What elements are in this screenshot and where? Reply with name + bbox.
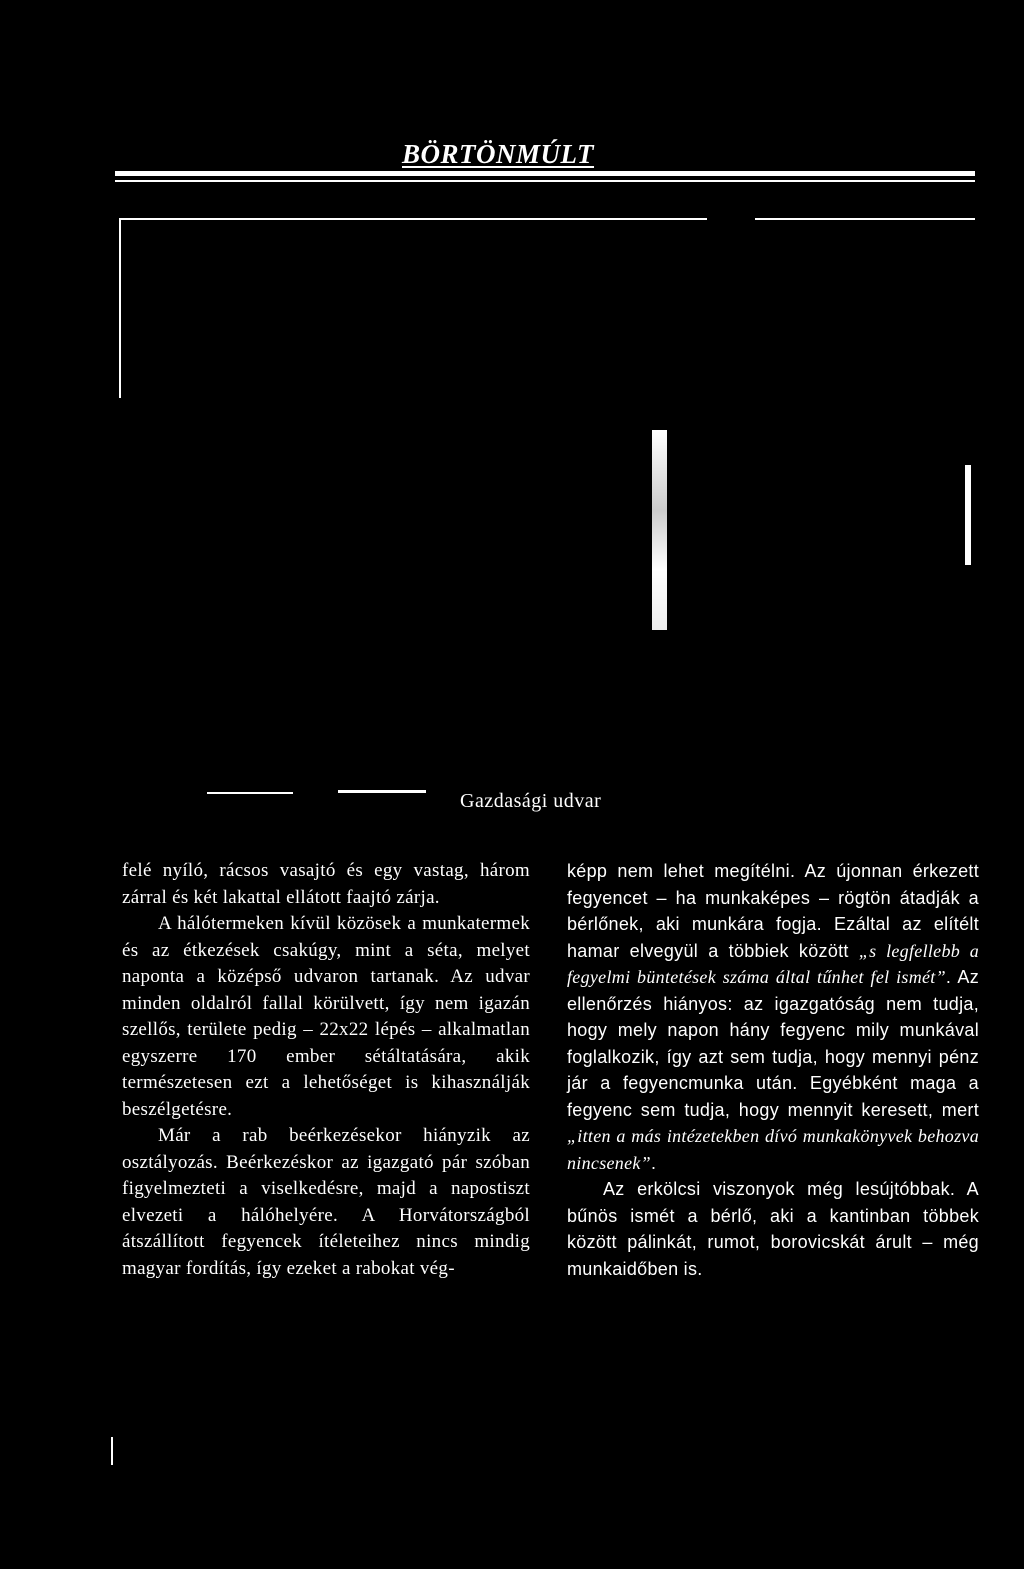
photo-artifact-bar xyxy=(652,430,667,630)
text-column-left xyxy=(122,858,530,1282)
figure-caption: Gazdasági udvar xyxy=(460,790,602,812)
quotation: „s legfellebb a fegyelmi büntetések száma által tűnhet fel ismét” xyxy=(567,940,979,987)
page-header-title: BÖRTÖNMÚLT xyxy=(402,139,595,169)
header-rule-thick xyxy=(115,171,975,176)
caption-divider-left xyxy=(207,792,293,794)
margin-mark xyxy=(111,1437,113,1465)
paragraph: Már a rab beérkezésekor hiányzik az osztályozás. Beérkezéskor az igazgató pár szóban figyelmezteti a viselkedésre, majd a napostiszt elvezeti a hálóhelyére. A Horvátországból átszállított fegyencek ítéleteihez nincs mindig magyar fordítás, így ezeket a rabokat vég- xyxy=(122,1125,530,1279)
paragraph: Az erkölcsi viszonyok még lesújtóbbak. A bűnös ismét a bérlő, aki a kantinban többek között pálinkát, rumot, borovicskát árult – még munkaidőben is. xyxy=(567,1179,979,1279)
text-run: képp nem lehet megítélni. Az újonnan érkezett fegyencet – ha munkaképes – rögtön átadják a bérlőnek, aki munkára fogja. Ezáltal az elítélt hamar elvegyül a többiek között xyxy=(567,861,979,961)
paragraph xyxy=(567,858,979,1176)
caption-divider-right xyxy=(338,790,426,793)
photo-artifact-thin-bar xyxy=(965,465,971,565)
quotation: „itten a más intézetekben dívó munkakönyvek behozva nincsenek” xyxy=(567,1126,979,1173)
photo-frame-left xyxy=(119,218,121,398)
photo-frame-top-right xyxy=(755,218,975,220)
text-column-right xyxy=(567,858,979,1282)
text-run: . Az ellenőrzés hiányos: az igazgatóság nem tudja, hogy mely napon hány fegyenc mily munkával foglalkozik, így azt sem tudja, hogy mennyi pénz jár a fegyencmunka után. Egyébként maga a fegyenc sem tudja, hogy mennyit keresett, mert xyxy=(567,967,979,1120)
paragraph: felé nyíló, rácsos vasajtó és egy vastag, három zárral és két lakattal ellátott faajtó zárja. xyxy=(122,860,530,908)
header-rule-thin xyxy=(115,180,975,182)
text-run: . xyxy=(650,1152,657,1173)
paragraph: A hálótermeken kívül közösek a munkatermek és az étkezések csakúgy, mint a séta, melyet naponta a középső udvaron tartanak. Az udvar minden oldalról fallal körülvett, így nem igazán szellős, területe pedig – 22x22 lépés – alkalmatlan egyszerre 170 ember sétáltatására, akik természetesen ezt a lehetőséget is kihasználják beszélgetésre. xyxy=(122,913,530,1120)
photo-frame-top-left xyxy=(119,218,707,220)
